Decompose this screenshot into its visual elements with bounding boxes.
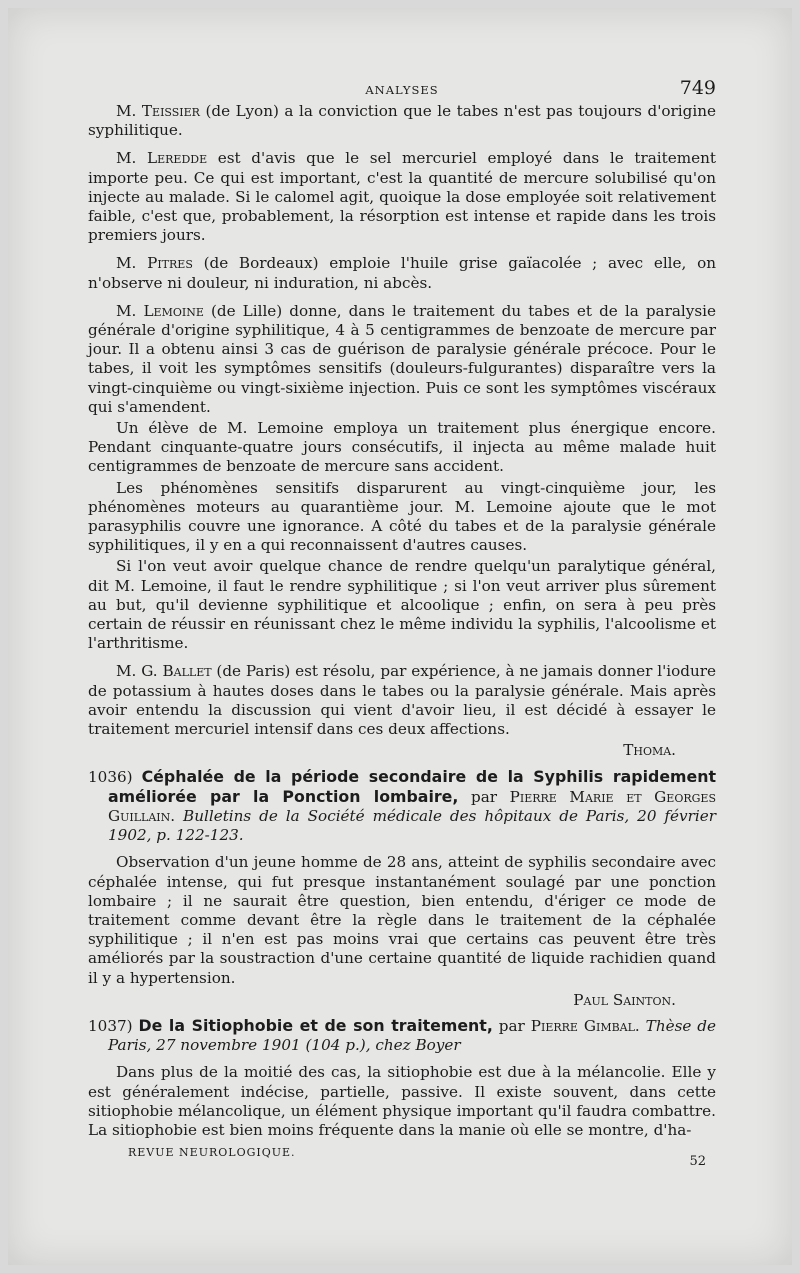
page-number: 749 xyxy=(679,77,716,99)
signature-sainton: Paul Sainton. xyxy=(573,990,676,1009)
paragraph-phenomenes: Les phénomènes sensitifs disparurent au vingt-cinquième jour, les phénomènes moteurs au quarantième jour. M. Lemoine ajoute que le mot parasyphilis couvre une ignorance. A côté du tabes et de la paralysie générale syphilitiques, il y en a qui reconnaissent d'autres causes. xyxy=(88,478,716,555)
abstract-1037-source: Thèse de Paris, 27 novembre 1901 (104 p.), chez Boyer xyxy=(108,1016,716,1055)
author-name: Ballet xyxy=(162,662,212,681)
abstract-1037-body: Dans plus de la moitié des cas, la sitiophobie est due à la mélancolie. Elle y est généralement indécise, partielle, passive. Il existe souvent, dans cette sitiophobie mélancolique, un élément physique important qu'il faudra combattre. La sitiophobie est bien moins fréquente dans la manie où elle se montre, d'ha- xyxy=(88,1063,716,1139)
author-name: Lemoine xyxy=(143,301,204,320)
paragraph-leredde: M. Leredde est d'avis que le sel mercuriel employé dans le traitement importe peu. Ce qui est important, c'est la quantité de mercure solubilisé qu'on injecte au malade. Si le calomel agit, quoique la dose employée soit relativement faible, c'est que, probablement, la résorption est intense et rapide dans les trois premiers jours. xyxy=(88,149,716,245)
paragraph-paralytique: Si l'on veut avoir quelque chance de rendre quelqu'un paralytique général, dit M. Lemoine, il faut le rendre syphilitique ; si l'on veut arriver plus sûrement au but, qu'il devienne syphilitique et alcoolique ; enfin, on sera à peu près certain de réussir en réunissant chez le même individu la syphilis, l'alcoolisme et l'arthritisme. xyxy=(88,557,716,653)
abstract-1036-title: Céphalée de la période secondaire de la Syphilis rapidement améliorée par la Ponction lombaire, xyxy=(108,766,717,806)
author-name: Leredde xyxy=(147,149,208,168)
author-name: Teissier xyxy=(141,102,200,120)
abstract-1037-heading: 1037) De la Sitiophobie et de son traitement, par Pierre Gimbal. Thèse de Paris, 27 novembre 1901 (104 p.), chez Boyer xyxy=(88,1015,716,1055)
paragraph-teissier: M. Teissier (de Lyon) a la conviction que le tabes n'est pas toujours d'origine syphilitique. xyxy=(88,102,716,140)
author-name: Pitres xyxy=(147,254,193,273)
paragraph-pitres: M. Pitres (de Bordeaux) emploie l'huile grise gaïacolée ; avec elle, on n'observe ni douleur, ni induration, ni abcès. xyxy=(88,254,717,292)
section-title: ANALYSES xyxy=(365,83,439,97)
abstract-1036-source: Bulletins de la Société médicale des hôpitaux de Paris, 20 février 1902, p. 122-123. xyxy=(108,806,716,845)
journal-name: REVUE NEUROLOGIQUE. xyxy=(128,1146,296,1159)
paragraph-lemoine: M. Lemoine (de Lille) donne, dans le traitement du tabes et de la paralysie générale d'origine syphilitique, 4 à 5 centigrammes de benzoate de mercure par jour. Il a obtenu ainsi 3 cas de guérison de paralysie générale précoce. Pour le tabes, il voit les symptômes sensitifs (douleurs-fulgurantes) disparaître vers la vingt-cinquième ou vingt-sixième injection. Puis ce sont les symptômes viscéraux qui s'amendent. xyxy=(88,301,716,416)
abstract-1037-authors: Pierre Gimbal. xyxy=(530,1016,640,1035)
paragraph-ballet: M. G. Ballet (de Paris) est résolu, par expérience, à ne jamais donner l'iodure de potassium à hautes doses dans le tabes ou la paralysie générale. Mais après avoir entendu la discussion qui vient d'avoir lieu, il est décidé à essayer le traitement mercuriel intensif dans ces deux affections. xyxy=(88,662,717,739)
abstract-1037-title: De la Sitiophobie et de son traitement, xyxy=(138,1015,493,1035)
running-head xyxy=(88,78,716,102)
abstract-1036-authors: Pierre Marie et Georges Guillain. xyxy=(108,787,716,825)
abstract-1036-body: Observation d'un jeune homme de 28 ans, atteint de syphilis secondaire avec céphalée intense, qui fut presque instantanément soulagé par une ponction lombaire ; il ne saurait être question, bien entendu, d'ériger ce mode de traitement comme devant être la règle dans le traitement de la céphalée syphilitique ; il n'en est pas moins vrai que certains cas peuvent être très améliorés par la soustraction d'une certaine quantité de liquide rachidien quand il y a hypertension. xyxy=(88,853,716,987)
signature-number: 52 xyxy=(689,1154,706,1169)
page-footer xyxy=(128,1146,706,1169)
page xyxy=(8,8,792,1265)
abstract-1036-heading: 1036) Céphalée de la période secondaire de la Syphilis rapidement améliorée par la Ponction lombaire, par Pierre Marie et Georges Guillain. Bulletins de la Société médicale des hôpitaux de Paris, 20 février 1902, p. 122-123. xyxy=(88,766,717,845)
signature-thoma: Thoma. xyxy=(623,741,676,760)
paragraph-eleve: Un élève de M. Lemoine employa un traitement plus énergique encore. Pendant cinquante-quatre jours consécutifs, il injecta au même malade huit centigrammes de benzoate de mercure sans accident. xyxy=(88,419,716,476)
page-content xyxy=(88,78,716,1149)
